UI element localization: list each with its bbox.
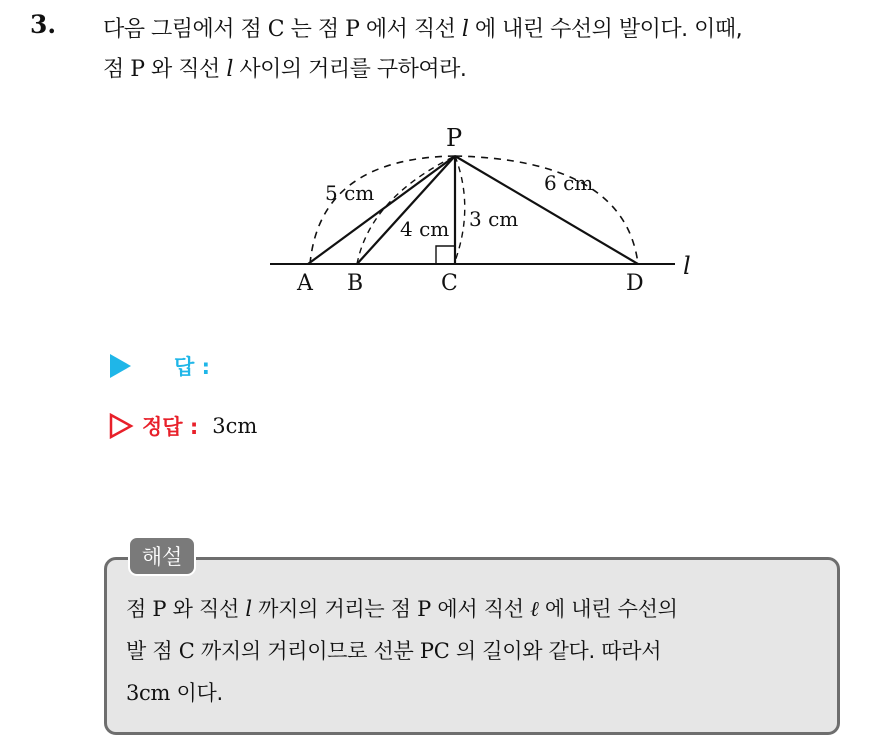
question-line-2: 점 P 와 직선 l 사이의 거리를 구하여라.: [103, 57, 467, 82]
explanation-line-2: 발 점 C 까지의 거리이므로 선분 PC 의 길이와 같다. 따라서: [126, 639, 662, 663]
explanation-line-3: 3cm 이다.: [126, 681, 223, 705]
right-angle-mark: [436, 246, 455, 264]
segment-PB: [357, 156, 455, 264]
length-PD: 6 cm: [544, 171, 594, 195]
question-number: 3.: [30, 10, 57, 39]
geometry-figure: [260, 118, 720, 303]
length-PA: 5 cm: [325, 181, 375, 205]
explanation-line-1: 점 P 와 직선 l 까지의 거리는 점 P 에서 직선 ℓ 에 내린 수선의: [126, 597, 678, 621]
correct-answer-value: 3cm: [212, 414, 258, 438]
label-P: P: [446, 124, 463, 152]
length-PB: 4 cm: [400, 217, 450, 241]
answer-label: 답 :: [174, 355, 210, 379]
correct-answer-row: [108, 406, 257, 446]
answer-row: [108, 346, 210, 386]
outline-triangle-icon: [108, 413, 134, 439]
label-D: D: [626, 271, 644, 296]
question-line-1: 다음 그림에서 점 C 는 점 P 에서 직선 l 에 내린 수선의 발이다. 이때,: [103, 17, 743, 42]
length-PC: 3 cm: [469, 207, 519, 231]
label-B: B: [347, 271, 364, 296]
explanation-text: [126, 588, 826, 714]
play-triangle-icon: [108, 353, 132, 379]
question-text: [103, 10, 873, 90]
correct-answer-label: 정답 :: [142, 415, 199, 439]
explanation-tag: 해설: [128, 536, 196, 576]
segment-PA: [308, 156, 455, 264]
label-line-l: l: [683, 252, 691, 280]
label-C: C: [441, 271, 458, 296]
label-A: A: [297, 271, 313, 296]
